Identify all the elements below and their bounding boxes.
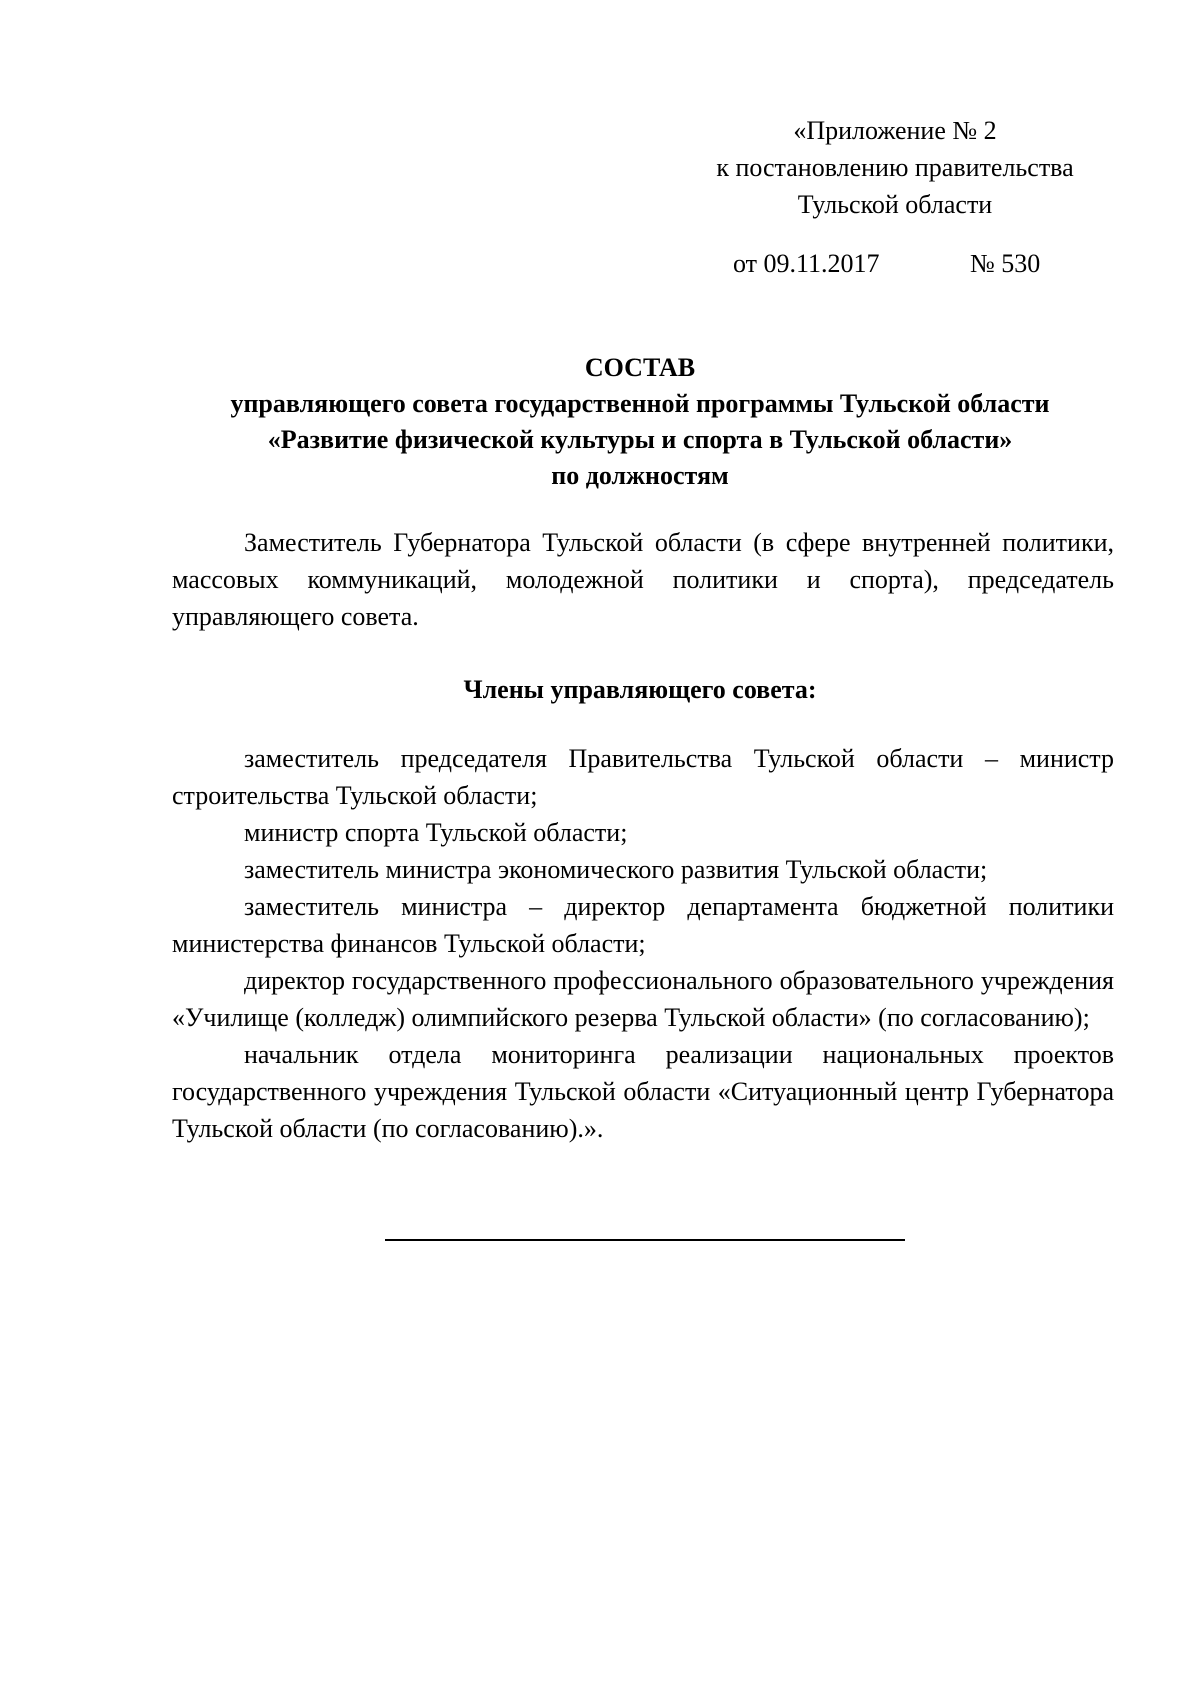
member-item: директор государственного профессионального образовательного учреждения «Училище (колледж) олимпийского резерва Тульской области» (по согласованию);	[172, 966, 1114, 1032]
closing-divider-line	[385, 1239, 905, 1241]
decree-date-number	[733, 245, 1041, 282]
appendix-line-2: к постановлению правительства	[716, 153, 1074, 182]
members-heading: Члены управляющего совета:	[463, 675, 817, 704]
members-list	[172, 740, 1114, 1147]
member-item: заместитель министра – директор департамента бюджетной политики министерства финансов Тульской области;	[172, 892, 1114, 958]
member-item: министр спорта Тульской области;	[244, 818, 628, 847]
title-line-2: управляющего совета государственной программы Тульской области	[230, 389, 1050, 418]
title-line-4: по должностям	[551, 461, 729, 490]
title-main: СОСТАВ	[584, 353, 696, 382]
member-item: заместитель председателя Правительства Тульской области – министр строительства Тульской области;	[172, 744, 1114, 810]
appendix-header	[695, 112, 1095, 223]
chairman-section	[172, 524, 1114, 635]
chairman-paragraph: Заместитель Губернатора Тульской области (в сфере внутренней политики, массовых коммуникаций, молодежной политики и спорта), председатель управляющего совета.	[172, 528, 1114, 631]
decree-date: от 09.11.2017	[733, 249, 880, 278]
member-item: начальник отдела мониторинга реализации национальных проектов государственного учреждения Тульской области «Ситуационный центр Губернатора Тульской области (по согласованию).».	[172, 1040, 1114, 1143]
appendix-line-1: «Приложение № 2	[793, 116, 997, 145]
decree-number: № 530	[970, 249, 1041, 278]
appendix-line-3: Тульской области	[797, 190, 993, 219]
document-title	[165, 350, 1115, 494]
title-line-3: «Развитие физической культуры и спорта в Тульской области»	[267, 425, 1013, 454]
member-item: заместитель министра экономического развития Тульской области;	[244, 855, 988, 884]
